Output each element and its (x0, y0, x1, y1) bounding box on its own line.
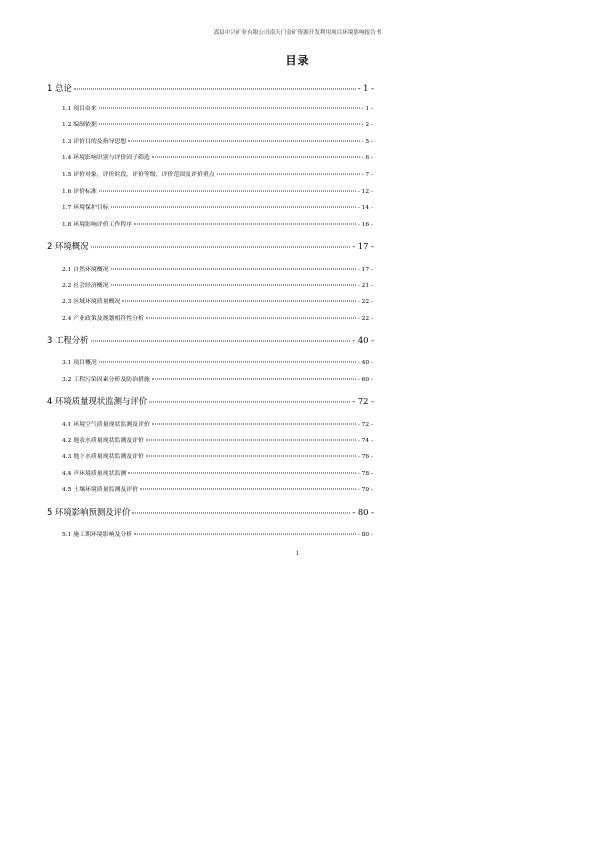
toc-entry[interactable] (62, 219, 373, 228)
dot-leader (91, 247, 351, 248)
toc-entry[interactable] (62, 451, 373, 460)
toc-entry-label: 2 环境概况 (47, 241, 89, 251)
dot-leader (99, 124, 360, 125)
toc-entry[interactable] (62, 374, 373, 383)
dot-leader (128, 141, 359, 142)
toc-entry-label: 2.4 产业政策及规划相符性分析 (62, 316, 144, 322)
dot-leader (91, 341, 351, 342)
toc-entry[interactable] (47, 395, 374, 407)
toc-entry-label: 3.1 项目概况 (62, 360, 97, 366)
dot-leader (152, 157, 360, 158)
dot-leader (149, 402, 350, 403)
toc-entry[interactable] (47, 334, 374, 346)
toc-entry-page: - 16 - (357, 222, 373, 228)
toc-entry[interactable] (62, 119, 373, 128)
toc-entry[interactable] (62, 468, 373, 477)
toc-entry-page: - 2 - (361, 122, 373, 128)
toc-entry[interactable] (62, 313, 373, 322)
toc-entry-label: 1.7 环境保护目标 (62, 205, 109, 211)
dot-leader (132, 513, 350, 514)
toc-entry-page: - 7 - (361, 172, 373, 178)
toc-entry-label: 4 环境质量现状监测与评价 (47, 396, 148, 406)
toc-entry[interactable] (62, 186, 373, 195)
dot-leader (99, 362, 356, 363)
toc-entry-label: 2.3 区域环境质量概况 (62, 299, 121, 305)
toc-entry-page: - 21 - (357, 283, 373, 289)
toc-entry-page: - 80 - (352, 507, 374, 517)
toc-entry-label: 1.3 评价目的及指导思想 (62, 139, 127, 145)
toc-entry[interactable] (47, 506, 374, 518)
toc-entry-label: 4.5 土壤环境质量监测及评价 (62, 487, 139, 493)
toc-entry-page: - 60 - (357, 377, 373, 383)
dot-leader (111, 269, 356, 270)
dot-leader (99, 191, 356, 192)
toc-entry-page: - 12 - (357, 189, 373, 195)
toc-entry-label: 5.1 施工期环境影响及分析 (62, 532, 133, 538)
toc-entry[interactable] (62, 136, 373, 145)
toc-entry-label: 1.2 编制依据 (62, 122, 97, 128)
toc-entry[interactable] (62, 435, 373, 444)
toc-entry-label: 4.2 地表水质量现状监测及评价 (62, 438, 144, 444)
toc-entry-label: 1.8 环境影响评价工作程序 (62, 222, 133, 228)
toc-entry[interactable] (62, 296, 373, 305)
toc-entry-label: 3.2 工程污染因素分析及防治措施 (62, 377, 150, 383)
toc-entry-page: - 14 - (357, 205, 373, 211)
toc-entry-page: - 1 - (357, 83, 374, 93)
toc-entry-label: 4.4 声环境质量现状监测 (62, 471, 127, 477)
dot-leader (122, 301, 355, 302)
toc-entry-page: - 72 - (357, 422, 373, 428)
toc-entry-label: 1.4 环境影响识别与评价因子筛选 (62, 155, 150, 161)
toc-entry-page: - 17 - (352, 241, 374, 251)
toc-entry-page: - 74 - (357, 438, 373, 444)
toc-entry-page: - 5 - (361, 139, 373, 145)
toc-entry-page: - 1 - (361, 106, 373, 112)
toc-entry[interactable] (62, 357, 373, 366)
toc-entry[interactable] (62, 484, 373, 493)
toc-entry-page: - 40 - (357, 360, 373, 366)
dot-leader (111, 285, 356, 286)
dot-leader (140, 489, 356, 490)
toc-entry[interactable] (62, 280, 373, 289)
toc-entry-page: - 22 - (357, 299, 373, 305)
dot-leader (134, 224, 356, 225)
toc-entry[interactable] (62, 152, 373, 161)
dot-leader (152, 424, 356, 425)
toc-entry-label: 4.3 地下水质量现状监测及评价 (62, 454, 144, 460)
toc-entry-page: - 17 - (357, 267, 373, 273)
toc-entry-label: 1.1 项目由来 (62, 106, 97, 112)
toc-entry[interactable] (62, 529, 373, 538)
toc-entry-label: 1 总论 (47, 83, 72, 93)
toc-entry-page: - 79 - (357, 487, 373, 493)
toc-entry-label: 2.2 社会经济概况 (62, 283, 109, 289)
toc-title: 目录 (285, 54, 310, 67)
toc-entry-page: - 80 - (357, 532, 373, 538)
toc-entry[interactable] (47, 240, 374, 252)
dot-leader (217, 174, 360, 175)
dot-leader (146, 318, 356, 319)
toc-entry[interactable] (62, 103, 373, 112)
toc-entry-label: 3 工程分析 (47, 335, 89, 345)
toc-entry-page: - 72 - (352, 396, 374, 406)
toc-entry[interactable] (62, 169, 373, 178)
toc-entry[interactable] (62, 419, 373, 428)
toc-entry-page: - 22 - (357, 316, 373, 322)
dot-leader (111, 207, 356, 208)
toc-entry[interactable] (62, 202, 373, 211)
toc-entry-page: - 40 - (352, 335, 374, 345)
toc-entry-label: 1.5 评价对象，评价时段、评价等级、评价范围及评价重点 (62, 172, 215, 178)
dot-leader (146, 456, 356, 457)
toc-entry-page: - 76 - (357, 454, 373, 460)
dot-leader (99, 108, 360, 109)
toc-entry[interactable] (62, 264, 373, 273)
dot-leader (74, 89, 356, 90)
toc-entry-label: 5 环境影响预测及评价 (47, 507, 131, 517)
toc-entry-page: - 78 - (357, 471, 373, 477)
running-header: 嵩县中兴矿业有限公司南天门金矿资源开发利用项目环境影响报告书 (213, 30, 382, 36)
toc-entry-page: - 6 - (361, 155, 373, 161)
dot-leader (152, 379, 356, 380)
dot-leader (134, 534, 356, 535)
dot-leader (146, 440, 356, 441)
toc-entry-label: 2.1 自然环境概况 (62, 267, 109, 273)
page-number: 1 (295, 551, 300, 557)
toc-entry-label: 1.6 评价标准 (62, 189, 97, 195)
toc-entry-label: 4.1 环境空气质量现状监测及评价 (62, 422, 150, 428)
toc-entry[interactable] (47, 82, 374, 94)
dot-leader (128, 473, 356, 474)
